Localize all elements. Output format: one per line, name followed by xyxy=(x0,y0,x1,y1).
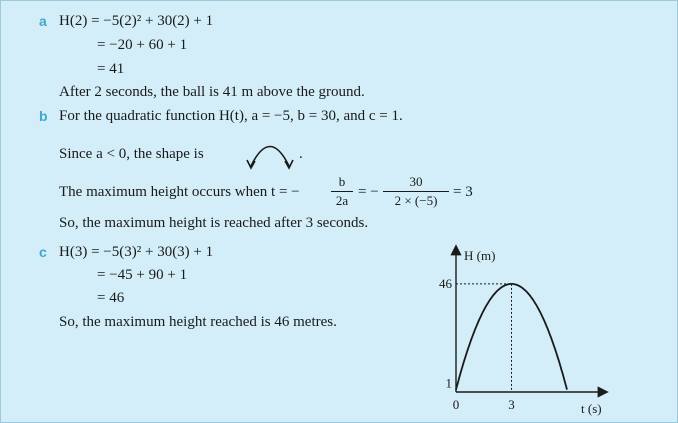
part-b-shape-period: . xyxy=(299,146,303,162)
part-c-step-1: = −45 + 90 + 1 xyxy=(97,267,188,283)
part-b-max-prefix: The maximum height occurs when t = − xyxy=(59,184,300,200)
y-tick-46: 46 xyxy=(439,275,452,291)
x-axis-label: t (s) xyxy=(581,401,602,416)
part-a-step-1: = −20 + 60 + 1 xyxy=(97,37,188,53)
fraction-2-denominator: 2 × (−5) xyxy=(394,193,438,208)
part-c-label: c xyxy=(39,244,47,260)
part-a-conclusion: After 2 seconds, the ball is 41 m above the ground. xyxy=(59,84,365,100)
concave-down-arc-icon xyxy=(245,133,299,173)
part-c-conclusion: So, the maximum height reached is 46 metres. xyxy=(59,314,337,330)
part-c-equation: H(3) = −5(3)² + 30(3) + 1 xyxy=(59,244,214,260)
part-b-eq-minus: = − xyxy=(358,184,379,200)
fraction-2-bar xyxy=(383,191,449,192)
height-time-graph xyxy=(421,241,621,421)
part-a-equation: H(2) = −5(2)² + 30(2) + 1 xyxy=(59,13,214,29)
part-b-result: = 3 xyxy=(453,184,473,200)
y-tick-1: 1 xyxy=(445,375,452,391)
y-axis-label: H (m) xyxy=(464,248,496,263)
fraction-1-denominator: 2a xyxy=(335,193,349,208)
fraction-1-numerator: b xyxy=(338,174,346,189)
fraction-2-numerator: 30 xyxy=(409,174,423,189)
part-a-label: a xyxy=(39,13,47,29)
origin-label: 0 xyxy=(452,397,460,412)
part-c-step-2: = 46 xyxy=(97,290,125,306)
part-a-step-2: = 41 xyxy=(97,61,125,77)
part-b-shape-text: Since a < 0, the shape is xyxy=(59,146,204,162)
part-b-label: b xyxy=(39,108,48,124)
x-tick-3: 3 xyxy=(508,397,515,412)
fraction-1-bar xyxy=(331,191,353,192)
part-b-intro: For the quadratic function H(t), a = −5, b = 30, and c = 1. xyxy=(59,108,403,124)
part-b-conclusion: So, the maximum height is reached after 3 seconds. xyxy=(59,215,369,231)
